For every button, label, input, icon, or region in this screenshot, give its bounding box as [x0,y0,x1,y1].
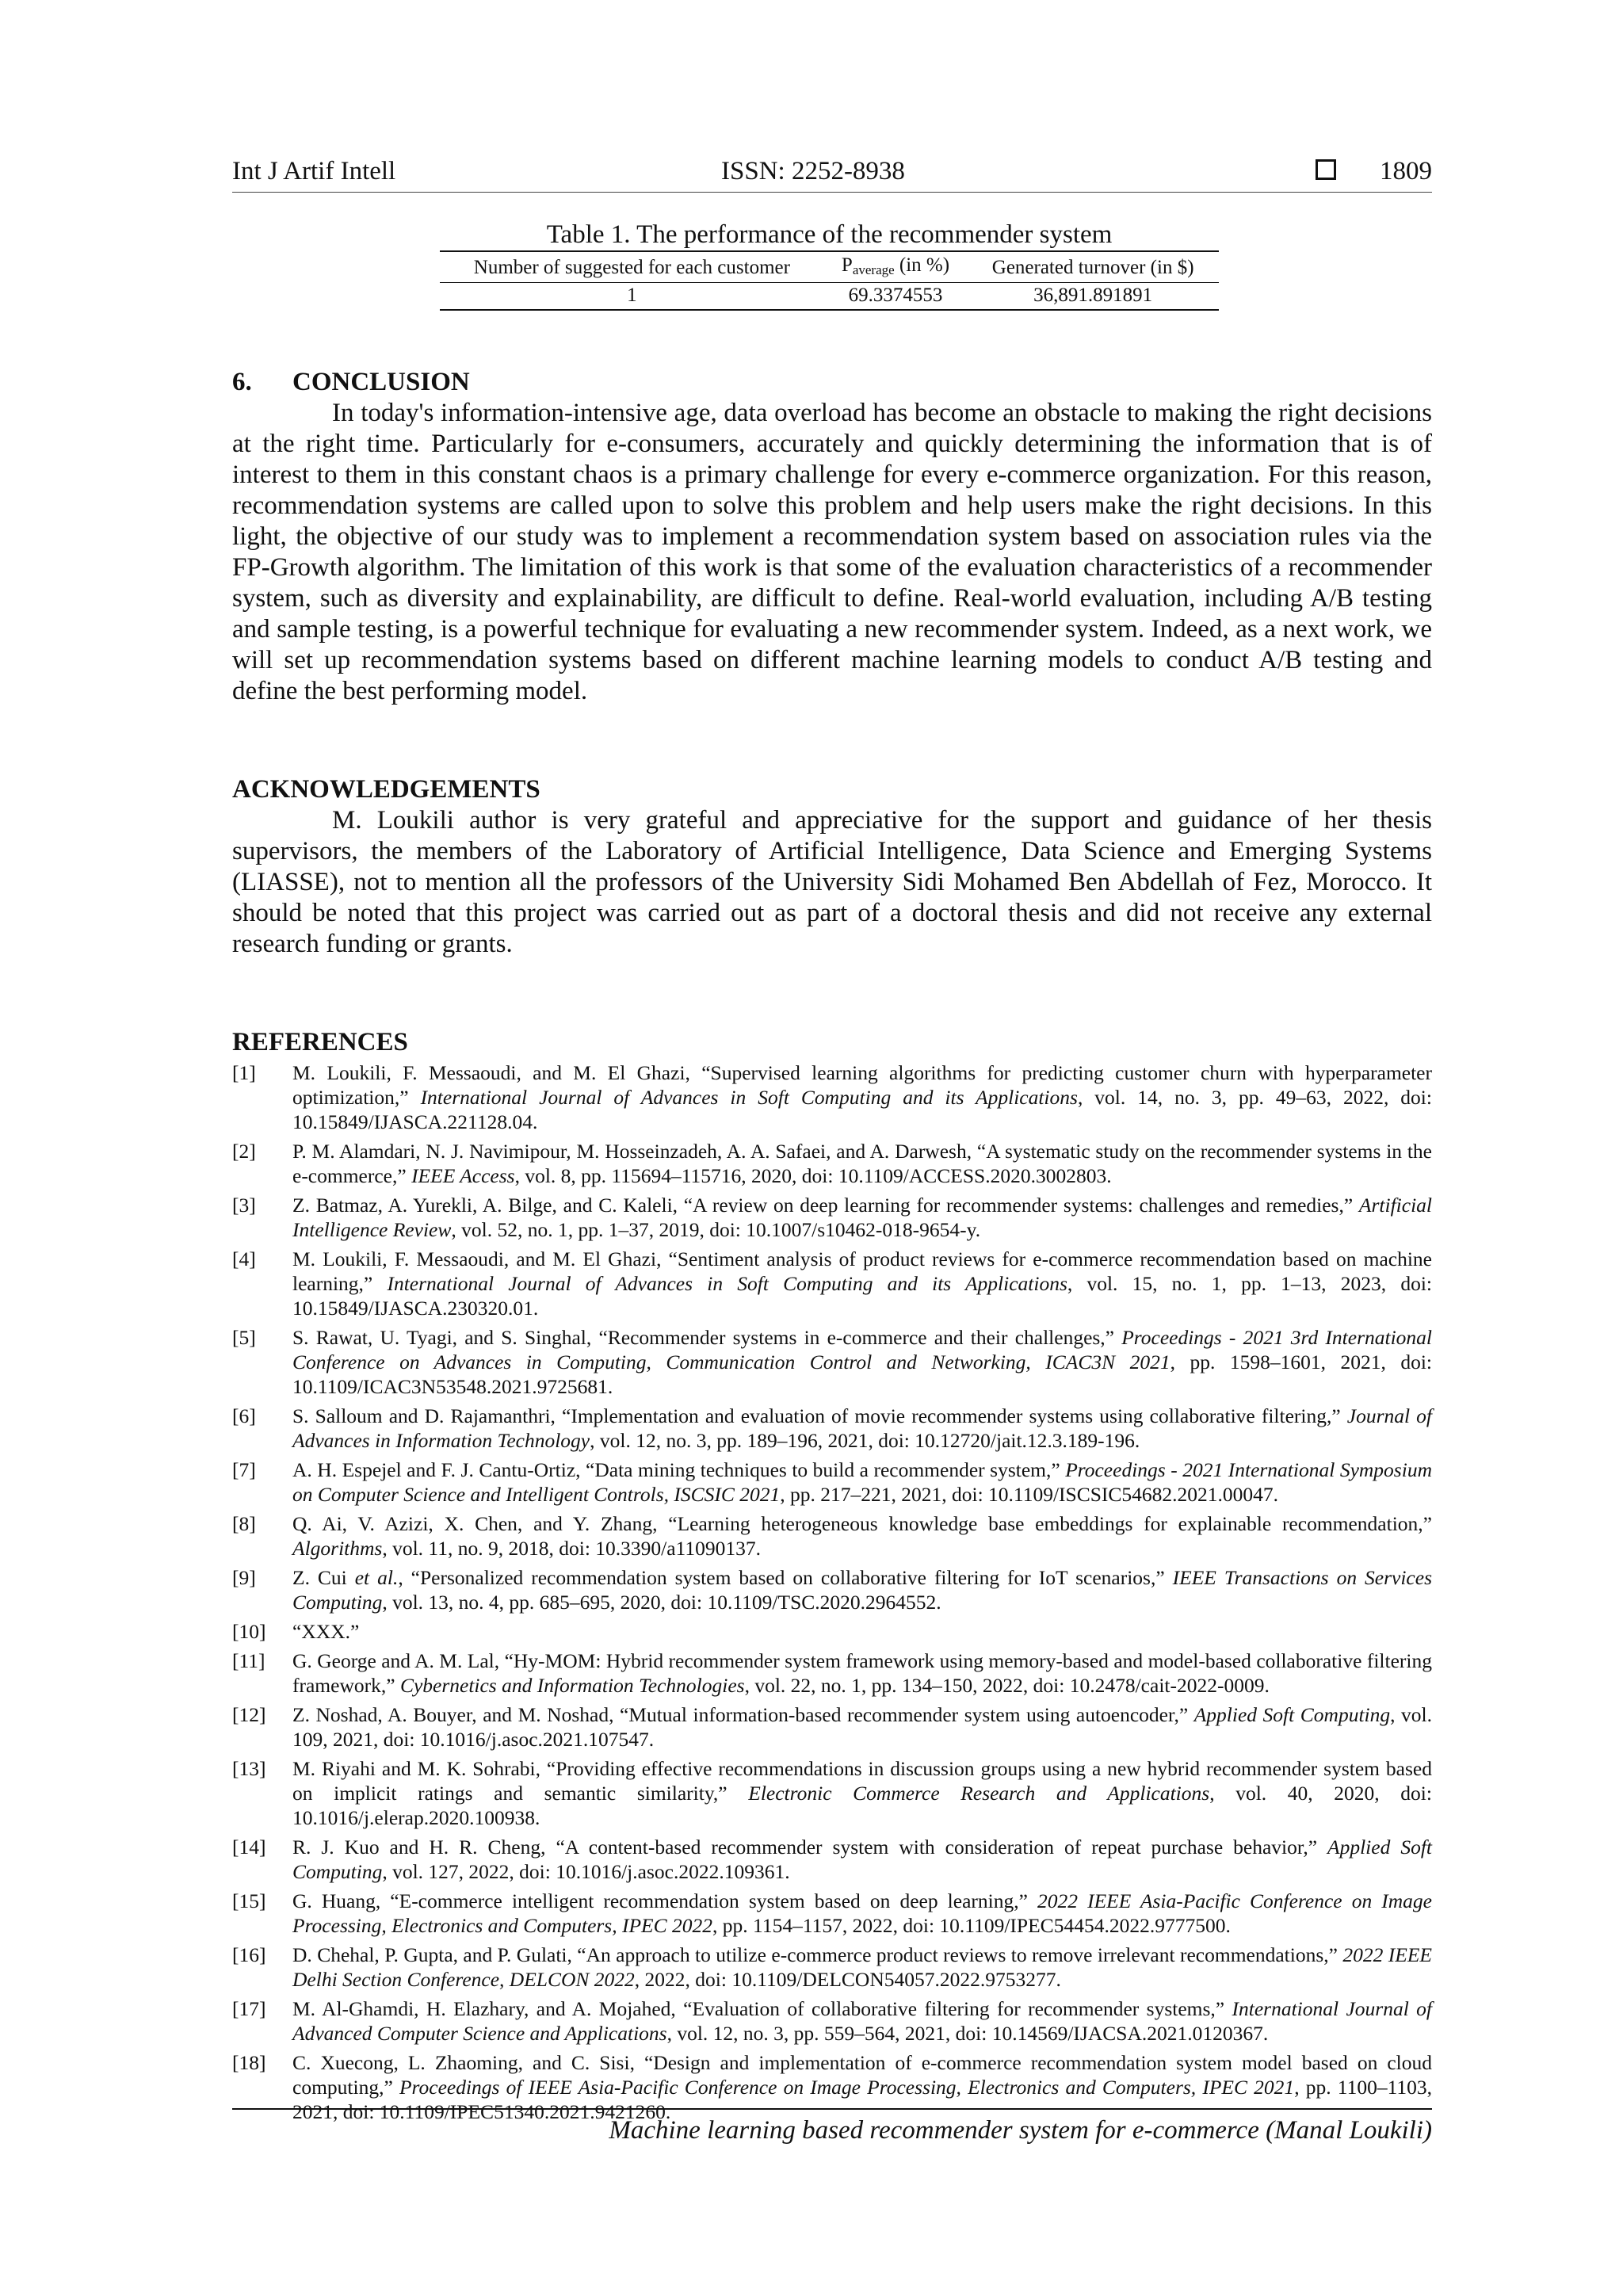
section-title: CONCLUSION [292,368,470,396]
table-row [440,283,1219,311]
reference-item [232,1457,1432,1507]
col-header-turnover: Generated turnover (in $) [991,257,1194,278]
reference-number: [4] [232,1247,256,1270]
reference-text: G. Huang, “E-commerce intelligent recommendation system based on deep learning,” [292,1889,1037,1912]
reference-text: “XXX.” [292,1620,360,1643]
reference-text: , vol. 15, no. 1, pp. 1–13, 2023, doi: 10.15849/IJASCA.230320.01. [292,1272,1432,1320]
reference-item [232,1756,1432,1830]
acknowledgements-paragraph: M. Loukili author is very grateful and appreciative for the support and guidance of her thesis supervisors, the members of the Laboratory of Artificial Intelligence, Data Science and Emerging Systems (LIASSE), not to mention all the professors of the University Sidi Mohamed Ben Abdellah of Fez, Morocco. It should be noted that this project was carried out as part of a doctoral thesis and did not receive any external research funding or grants. [232,806,1432,958]
reference-text: , vol. 14, no. 3, pp. 49–63, 2022, doi: 10.15849/IJASCA.221128.04. [292,1086,1432,1133]
reference-text: , vol. 13, no. 4, pp. 685–695, 2020, doi: 10.1109/TSC.2020.2964552. [382,1591,941,1614]
reference-number: [2] [232,1140,256,1163]
reference-item [232,1702,1432,1752]
reference-item [232,1139,1432,1188]
journal-name: Int J Artif Intell [232,157,396,185]
reference-text: , vol. 109, 2021, doi: 10.1016/j.asoc.2021.107547. [292,1703,1433,1751]
reference-venue: Electronic Commerce Research and Applications [748,1782,1210,1805]
reference-text: , vol. 8, pp. 115694–115716, 2020, doi: 10.1109/ACCESS.2020.3002803. [514,1164,1112,1187]
reference-number: [11] [232,1649,265,1672]
reference-text: , “Personalized recommendation system based on collaborative filtering for IoT scenarios,” [398,1566,1173,1589]
reference-text: S. Rawat, U. Tyagi, and S. Singhal, “Recommender systems in e-commerce and their challenges,” [292,1326,1122,1349]
reference-venue: Applied Soft Computing [292,1836,1432,1883]
references-heading: REFERENCES [232,1028,408,1056]
reference-number: [15] [232,1889,266,1912]
table-cell: 36,891.891891 [1033,285,1153,306]
reference-text: Q. Ai, V. Azizi, X. Chen, and Y. Zhang, “Learning heterogeneous knowledge base embeddings for explainable recommendation,” [292,1512,1432,1535]
reference-number: [14] [232,1836,266,1859]
reference-text: , vol. 40, 2020, doi: 10.1016/j.elerap.2020.100938. [292,1782,1432,1829]
col-header-paverage [824,251,968,283]
reference-list [232,1060,1432,2129]
running-footer: Machine learning based recommender system for e-commerce (Manal Loukili) [609,2116,1432,2145]
square-bullet-icon [1316,159,1336,180]
reference-venue: Algorithms [292,1537,383,1560]
reference-text: S. Salloum and D. Rajamanthri, “Implementation and evaluation of movie recommender systems using collaborative filtering,” [292,1404,1347,1427]
header-rule [232,192,1432,193]
section-number: 6. [232,368,252,396]
reference-text: A. H. Espejel and F. J. Cantu-Ortiz, “Data mining techniques to build a recommender system,” [292,1458,1066,1481]
page-number: 1809 [1380,157,1432,185]
reference-text: , vol. 22, no. 1, pp. 134–150, 2022, doi: 10.2478/cait-2022-0009. [744,1674,1270,1697]
reference-text: R. J. Kuo and H. R. Cheng, “A content-based recommender system with consideration of repeat purchase behavior,” [292,1836,1328,1859]
reference-text: P. M. Alamdari, N. J. Navimipour, M. Hosseinzadeh, A. A. Safaei, and A. Darwesh, “A systematic study on the recommender systems in the e-commerce,” [292,1140,1432,1187]
reference-number: [12] [232,1703,266,1726]
col-header-paverage-tail: (in %) [894,254,950,276]
reference-number: [18] [232,2051,266,2074]
reference-item [232,1060,1432,1134]
footer-rule [232,2108,1432,2110]
reference-text: C. Xuecong, L. Zhaoming, and C. Sisi, “Design and implementation of e-commerce recommendation system model based on cloud computing,” [292,2051,1432,2099]
reference-item [232,1943,1432,1992]
reference-text: Z. Cui [292,1566,355,1589]
reference-venue: Proceedings - 2021 International Symposium on Computer Science and Intelligent Controls, ISCSIC 2021 [292,1458,1432,1506]
reference-venue: 2022 IEEE Asia-Pacific Conference on Image Processing, Electronics and Computers, IPEC 2022 [292,1889,1432,1937]
reference-text: M. Loukili, F. Messaoudi, and M. El Ghazi, “Sentiment analysis of product reviews for e-commerce recommendation based on machine learning,” [292,1247,1432,1295]
reference-text: , pp. 217–221, 2021, doi: 10.1109/ISCSIC54682.2021.00047. [780,1483,1279,1506]
reference-text: , vol. 12, no. 3, pp. 559–564, 2021, doi: 10.14569/IJACSA.2021.0120367. [666,2022,1269,2045]
reference-venue: International Journal of Advances in Soft Computing and its Applications [387,1272,1067,1295]
reference-venue: Cybernetics and Information Technologies [399,1674,745,1697]
reference-text: , pp. 1100–1103, 2021, doi: 10.1109/IPEC51340.2021.9421260. [292,2076,1433,2123]
reference-item [232,1648,1432,1698]
reference-text: M. Riyahi and M. K. Sohrabi, “Providing effective recommendations in discussion groups using a new hybrid recommender system based on implicit ratings and semantic similarity,” [292,1757,1432,1805]
reference-number: [3] [232,1194,256,1217]
reference-text: D. Chehal, P. Gupta, and P. Gulati, “An approach to utilize e-commerce product reviews to remove irrelevant recommendations,” [292,1943,1343,1966]
reference-text: , pp. 1154–1157, 2022, doi: 10.1109/IPEC54454.2022.9777500. [712,1914,1231,1937]
reference-text: , pp. 1598–1601, 2021, doi: 10.1109/ICAC3N53548.2021.9725681. [292,1350,1433,1398]
reference-item [232,1889,1432,1938]
table-caption: Table 1. The performance of the recommender system [546,220,1113,249]
reference-number: [13] [232,1757,266,1780]
reference-venue: International Journal of Advanced Computer Science and Applications [292,1997,1432,2045]
col-header-suggested: Number of suggested for each customer [473,257,790,278]
reference-text: Z. Batmaz, A. Yurekli, A. Bilge, and C. Kaleli, “A review on deep learning for recommender systems: challenges and remedies,” [292,1194,1359,1217]
reference-item [232,1404,1432,1453]
col-header-paverage-sub: average [852,262,895,277]
reference-text: et al. [354,1566,399,1589]
reference-number: [6] [232,1404,256,1427]
conclusion-heading [232,366,470,398]
reference-text: , vol. 52, no. 1, pp. 1–37, 2019, doi: 10.1007/s10462-018-9654-y. [451,1218,981,1241]
acknowledgements-heading: ACKNOWLEDGEMENTS [232,775,540,804]
reference-text: , vol. 11, no. 9, 2018, doi: 10.3390/a11090137. [382,1537,761,1560]
reference-item [232,1193,1432,1242]
reference-item [232,1996,1432,2046]
reference-item [232,2050,1432,2124]
reference-number: [7] [232,1458,256,1481]
reference-number: [1] [232,1061,256,1084]
reference-text: Z. Noshad, A. Bouyer, and M. Noshad, “Mutual information-based recommender system using autoencoder,” [292,1703,1194,1726]
reference-text: , 2022, doi: 10.1109/DELCON54057.2022.9753277. [634,1968,1061,1991]
table-cell: 69.3374553 [848,285,943,306]
reference-text: M. Loukili, F. Messaoudi, and M. El Ghazi, “Supervised learning algorithms for predicting customer churn with hyperparameter optimization,” [292,1061,1432,1109]
reference-venue: Applied Soft Computing [1193,1703,1391,1726]
reference-venue: International Journal of Advances in Soft Computing and its Applications [420,1086,1078,1109]
issn: ISSN: 2252-8938 [721,157,905,185]
reference-item [232,1835,1432,1884]
reference-venue: Journal of Advances in Information Technology [292,1404,1432,1452]
reference-venue: Artificial Intelligence Review [292,1194,1432,1241]
reference-text: G. George and A. M. Lal, “Hy-MOM: Hybrid recommender system framework using memory-based and model-based collaborative filtering framework,” [292,1649,1432,1697]
reference-number: [5] [232,1326,256,1349]
reference-venue: Proceedings - 2021 3rd International Conference on Advances in Computing, Communication Control and Networking, ICAC3N 2021 [292,1326,1433,1373]
reference-text: M. Al-Ghamdi, H. Elazhary, and A. Mojahed, “Evaluation of collaborative filtering for recommender systems,” [292,1997,1232,2020]
reference-item [232,1247,1432,1320]
reference-venue: IEEE Transactions on Services Computing [292,1566,1432,1614]
table-cell: 1 [627,285,637,306]
performance-table [440,250,1219,311]
reference-number: [9] [232,1566,256,1589]
reference-text: , vol. 127, 2022, doi: 10.1016/j.asoc.2022.109361. [382,1860,790,1883]
reference-text: , vol. 12, no. 3, pp. 189–196, 2021, doi: 10.12720/jait.12.3.189-196. [590,1429,1140,1452]
reference-item [232,1325,1432,1399]
reference-item [232,1565,1432,1614]
reference-number: [10] [232,1620,266,1643]
reference-venue: IEEE Access [411,1164,515,1187]
reference-venue: 2022 IEEE Delhi Section Conference, DELCON 2022 [292,1943,1432,1991]
col-header-paverage-main: P [841,254,853,276]
reference-number: [8] [232,1512,256,1535]
reference-number: [16] [232,1943,266,1966]
table-1 [440,219,1219,311]
table-header-row [440,251,1219,283]
reference-item [232,1511,1432,1561]
reference-item [232,1619,1432,1644]
reference-venue: Proceedings of IEEE Asia-Pacific Conference on Image Processing, Electronics and Computers, IPEC 2021 [399,2076,1295,2099]
conclusion-paragraph: In today's information-intensive age, data overload has become an obstacle to making the right decisions at the right time. Particularly for e-consumers, accurately and quickly determining the information that is of interest to them in this constant chaos is a primary challenge for every e-commerce organization. For this reason, recommendation systems are called upon to solve this problem and help users make the right decisions. In this light, the objective of our study was to implement a recommendation system based on association rules via the FP-Growth algorithm. The limitation of this work is that some of the evaluation characteristics of a recommender system, such as diversity and explainability, are difficult to define. Real-world evaluation, including A/B testing and sample testing, is a powerful technique for evaluating a new recommender system. Indeed, as a next work, we will set up recommendation systems based on different machine learning models to conduct A/B testing and define the best performing model. [232,399,1432,705]
reference-number: [17] [232,1997,266,2020]
